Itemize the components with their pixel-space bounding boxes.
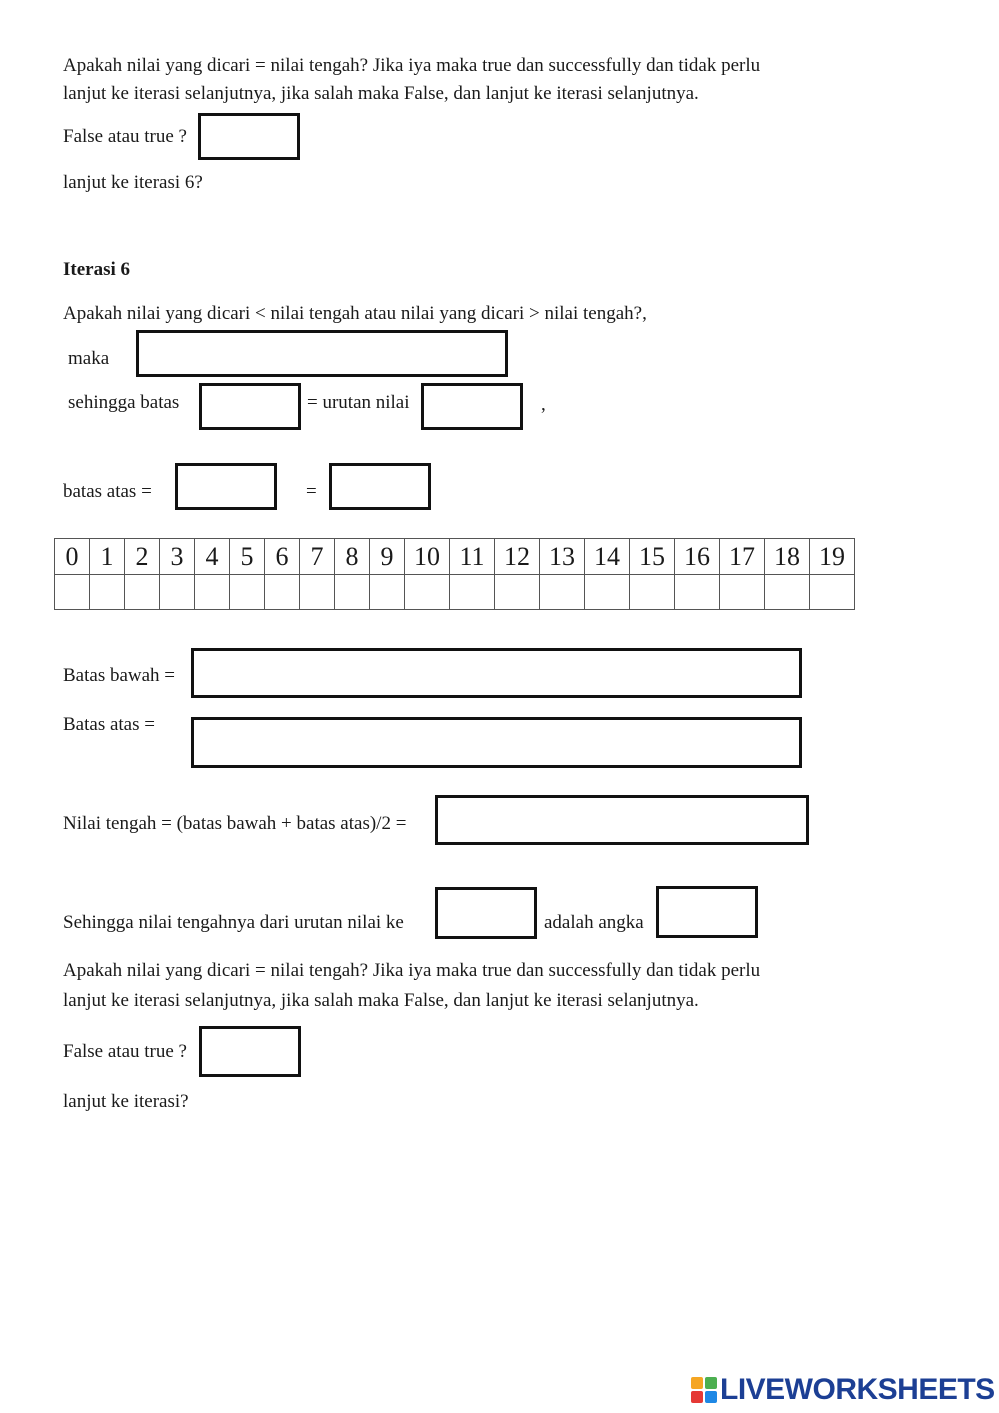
- iteration-heading: Iterasi 6: [63, 259, 131, 280]
- value-cell[interactable]: [300, 575, 335, 610]
- index-cell: 0: [55, 539, 90, 575]
- iteration-question: Apakah nilai yang dicari < nilai tengah atau nilai yang dicari > nilai tengah?,: [63, 303, 647, 324]
- prev-continue-label: lanjut ke iterasi 6?: [63, 172, 203, 193]
- value-cell[interactable]: [230, 575, 265, 610]
- prev-false-true-label: False atau true ?: [63, 126, 187, 147]
- index-cell: 11: [450, 539, 495, 575]
- value-cell[interactable]: [810, 575, 855, 610]
- value-cell[interactable]: [90, 575, 125, 610]
- value-cell[interactable]: [675, 575, 720, 610]
- index-table: [54, 538, 855, 610]
- value-cell[interactable]: [265, 575, 300, 610]
- value-cell[interactable]: [195, 575, 230, 610]
- batas-atas-input[interactable]: [191, 717, 802, 768]
- index-header-row: [55, 539, 855, 575]
- value-cell[interactable]: [495, 575, 540, 610]
- false-true-input[interactable]: [199, 1026, 301, 1077]
- prev-false-true-input[interactable]: [198, 113, 300, 160]
- urutan-ke-input[interactable]: [435, 887, 537, 939]
- value-cell[interactable]: [160, 575, 195, 610]
- prev-question-line-1: Apakah nilai yang dicari = nilai tengah? Jika iya maka true dan successfully dan tidak perlu: [63, 55, 761, 76]
- batas-atas-value-input[interactable]: [329, 463, 431, 510]
- index-cell: 17: [720, 539, 765, 575]
- sehingga-batas-label: sehingga batas: [68, 392, 180, 413]
- urutan-nilai-label: = urutan nilai: [307, 392, 410, 413]
- angka-input[interactable]: [656, 886, 758, 938]
- index-cell: 15: [630, 539, 675, 575]
- value-cell[interactable]: [585, 575, 630, 610]
- value-cell[interactable]: [630, 575, 675, 610]
- value-cell[interactable]: [765, 575, 810, 610]
- urutan-nilai-input[interactable]: [421, 383, 523, 430]
- index-cell: 8: [335, 539, 370, 575]
- comma-text: ,: [541, 394, 546, 415]
- index-cell: 18: [765, 539, 810, 575]
- value-cell[interactable]: [540, 575, 585, 610]
- batas-atas-index-input[interactable]: [175, 463, 277, 510]
- index-cell: 13: [540, 539, 585, 575]
- liveworksheets-logo: [691, 1374, 995, 1406]
- index-cell: 9: [370, 539, 405, 575]
- index-cell: 3: [160, 539, 195, 575]
- index-cell: 14: [585, 539, 630, 575]
- result-prefix-label: Sehingga nilai tengahnya dari urutan nilai ke: [63, 912, 404, 933]
- value-cell[interactable]: [370, 575, 405, 610]
- batas-bawah-label: Batas bawah =: [63, 665, 176, 686]
- value-cell[interactable]: [720, 575, 765, 610]
- prev-question-line-2: lanjut ke iterasi selanjutnya, jika salah maka False, dan lanjut ke iterasi selanjutnya.: [63, 83, 699, 104]
- index-cell: 16: [675, 539, 720, 575]
- maka-label: maka: [68, 348, 110, 369]
- index-cell: 10: [405, 539, 450, 575]
- question2-line-1: Apakah nilai yang dicari = nilai tengah? Jika iya maka true dan successfully dan tidak perlu: [63, 960, 761, 981]
- question2-line-2: lanjut ke iterasi selanjutnya, jika salah maka False, dan lanjut ke iterasi selanjutnya.: [63, 990, 699, 1011]
- false-true-label: False atau true ?: [63, 1041, 187, 1062]
- index-cell: 5: [230, 539, 265, 575]
- continue-label: lanjut ke iterasi?: [63, 1091, 189, 1112]
- batas-type-input[interactable]: [199, 383, 301, 430]
- nilai-tengah-formula: Nilai tengah = (batas bawah + batas atas)/2 =: [63, 813, 407, 834]
- maka-input[interactable]: [136, 330, 508, 377]
- value-cell[interactable]: [55, 575, 90, 610]
- index-cell: 2: [125, 539, 160, 575]
- index-cell: 1: [90, 539, 125, 575]
- value-cell[interactable]: [125, 575, 160, 610]
- logo-text: LIVEWORKSHEETS: [720, 1373, 995, 1406]
- value-cell[interactable]: [405, 575, 450, 610]
- batas-atas-bound-label: Batas atas =: [63, 714, 155, 735]
- value-row: [55, 575, 855, 610]
- index-cell: 7: [300, 539, 335, 575]
- liveworksheets-mark-icon: [691, 1377, 717, 1403]
- nilai-tengah-input[interactable]: [435, 795, 809, 845]
- batas-bawah-input[interactable]: [191, 648, 802, 698]
- equals-sign: =: [306, 481, 317, 502]
- batas-atas-label: batas atas =: [63, 481, 152, 502]
- index-cell: 4: [195, 539, 230, 575]
- index-cell: 6: [265, 539, 300, 575]
- value-cell[interactable]: [335, 575, 370, 610]
- index-cell: 12: [495, 539, 540, 575]
- index-cell: 19: [810, 539, 855, 575]
- result-middle-label: adalah angka: [544, 912, 644, 933]
- value-cell[interactable]: [450, 575, 495, 610]
